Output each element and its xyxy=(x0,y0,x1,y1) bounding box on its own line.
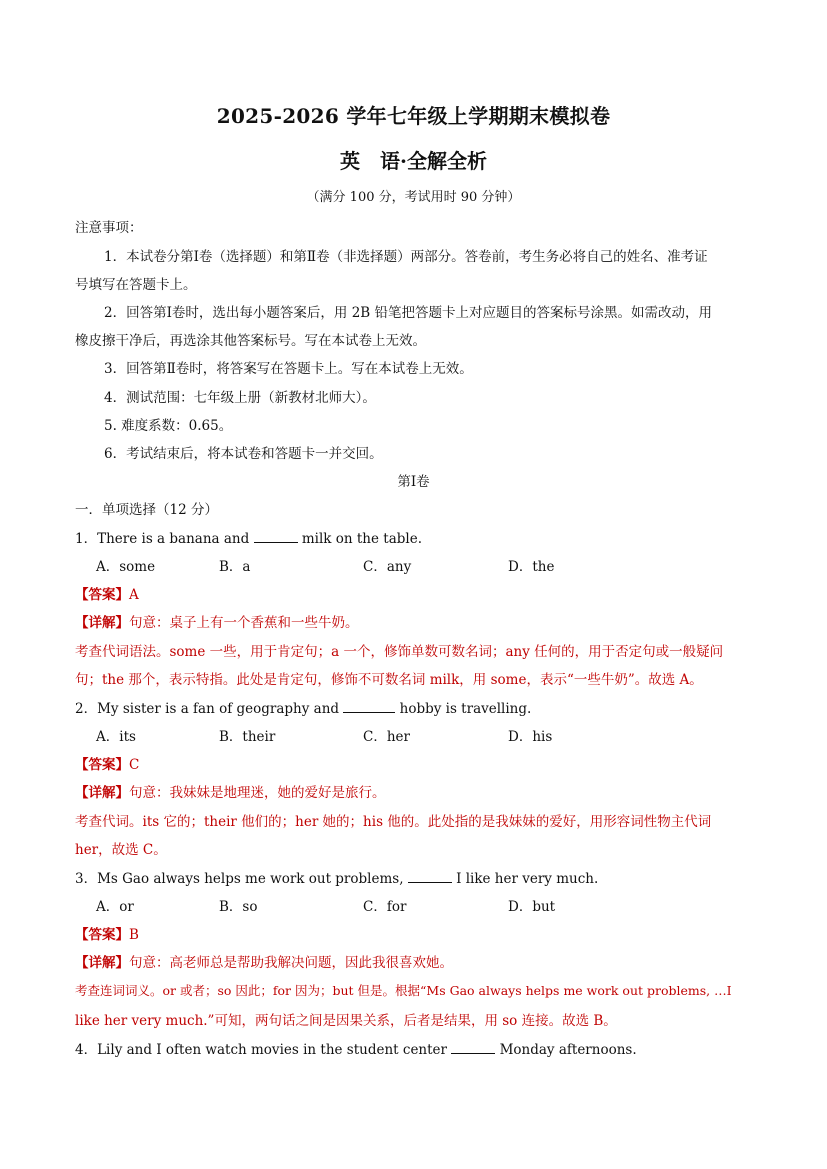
detail-text: 句意：桌子上有一个香蕉和一些牛奶。 xyxy=(129,615,359,631)
question-stem xyxy=(75,527,422,547)
analysis-line: like her very much.”可知，两句话之间是因果关系，后者是结果，用 so 连接。故选 B。 xyxy=(75,1013,617,1029)
answer-line xyxy=(75,923,139,943)
detail-line xyxy=(75,611,359,631)
question-stem-end: hobby is travelling. xyxy=(399,701,532,717)
notes-item: 3．回答第Ⅱ卷时，将答案写在答题卡上。写在本试卷上无效。 xyxy=(104,361,473,377)
detail-line xyxy=(75,781,386,801)
detail-text: 句意：高老师总是帮助我解决问题，因此我很喜欢她。 xyxy=(129,955,453,971)
page-title: 2025-2026 学年七年级上学期期末模拟卷 xyxy=(216,104,611,128)
notes-item: 2．回答第Ⅰ卷时，选出每小题答案后，用 2B 铅笔把答题卡上对应题目的答案标号涂黑。如需改动，用 xyxy=(104,305,713,321)
answer-label: 【答案】 xyxy=(75,757,129,773)
detail-label: 【详解】 xyxy=(75,955,129,971)
option-c: C．any xyxy=(363,559,412,575)
analysis-line: 考查连词词义。or 或者；so 因此；for 因为；but 但是。根据“Ms Gao always helps me work out problems, …I xyxy=(75,983,732,998)
detail-text: 句意：我妹妹是地理迷，她的爱好是旅行。 xyxy=(129,785,386,801)
part-heading: 一．单项选择（12 分） xyxy=(75,502,218,518)
question-stem-start: 4．Lily and I often watch movies in the student center xyxy=(75,1042,447,1058)
option-b: B．their xyxy=(219,729,276,745)
question-stem-end: milk on the table. xyxy=(301,531,422,547)
detail-label: 【详解】 xyxy=(75,615,129,631)
option-b: B．so xyxy=(219,899,258,915)
detail-label: 【详解】 xyxy=(75,785,129,801)
answer-line xyxy=(75,753,139,773)
question-stem-end: Monday afternoons. xyxy=(499,1042,637,1058)
notes-item: 1．本试卷分第Ⅰ卷（选择题）和第Ⅱ卷（非选择题）两部分。答卷前，考生务必将自己的姓名、准考证 xyxy=(104,249,708,265)
notes-item: 号填写在答题卡上。 xyxy=(75,277,197,293)
option-a: A．or xyxy=(96,899,134,915)
answer-value: C xyxy=(129,757,140,773)
option-a: A．its xyxy=(96,729,136,745)
analysis-line: 考查代词语法。some 一些，用于肯定句；a 一个，修饰单数可数名词；any 任何的，用于否定句或一般疑问 xyxy=(75,644,724,660)
analysis-line: 考查代词。its 它的；their 他们的；her 她的；his 他的。此处指的是我妹妹的爱好，用形容词性物主代词 xyxy=(75,814,712,830)
question-stem xyxy=(75,697,531,717)
question-stem-start: 2．My sister is a fan of geography and xyxy=(75,701,340,717)
volume-heading: 第Ⅰ卷 xyxy=(397,474,430,490)
analysis-line: her，故选 C。 xyxy=(75,842,167,858)
answer-label: 【答案】 xyxy=(75,587,129,603)
page-subtitle: 英 语·全解全析 xyxy=(340,149,487,173)
question-stem-end: I like her very much. xyxy=(456,871,599,887)
answer-blank xyxy=(254,541,298,543)
answer-blank xyxy=(408,881,452,883)
question-stem xyxy=(75,867,598,887)
detail-line xyxy=(75,951,453,971)
option-b: B．a xyxy=(219,559,251,575)
notes-item: 橡皮擦干净后，再选涂其他答案标号。写在本试卷上无效。 xyxy=(75,333,426,349)
exam-meta: （满分 100 分，考试用时 90 分钟） xyxy=(306,190,521,205)
answer-blank xyxy=(343,711,395,713)
answer-label: 【答案】 xyxy=(75,927,129,943)
option-c: C．for xyxy=(363,899,407,915)
notes-item: 5. 难度系数：0.65。 xyxy=(104,418,233,434)
question-stem-start: 1．There is a banana and xyxy=(75,531,250,547)
question-stem-start: 3．Ms Gao always helps me work out problems, xyxy=(75,871,404,887)
notes-item: 6．考试结束后，将本试卷和答题卡一并交回。 xyxy=(104,446,383,462)
answer-blank xyxy=(451,1052,495,1054)
notes-heading: 注意事项： xyxy=(75,220,143,236)
option-d: D．but xyxy=(508,899,556,915)
question-stem xyxy=(75,1038,637,1058)
answer-value: A xyxy=(129,587,139,603)
answer-line xyxy=(75,583,139,603)
option-d: D．the xyxy=(508,559,555,575)
option-c: C．her xyxy=(363,729,410,745)
notes-item: 4．测试范围：七年级上册（新教材北师大）。 xyxy=(104,390,376,406)
answer-value: B xyxy=(129,927,139,943)
analysis-line: 句；the 那个，表示特指。此处是肯定句，修饰不可数名词 milk，用 some，表示“一些牛奶”。故选 A。 xyxy=(75,672,703,688)
option-d: D．his xyxy=(508,729,553,745)
option-a: A．some xyxy=(96,559,156,575)
